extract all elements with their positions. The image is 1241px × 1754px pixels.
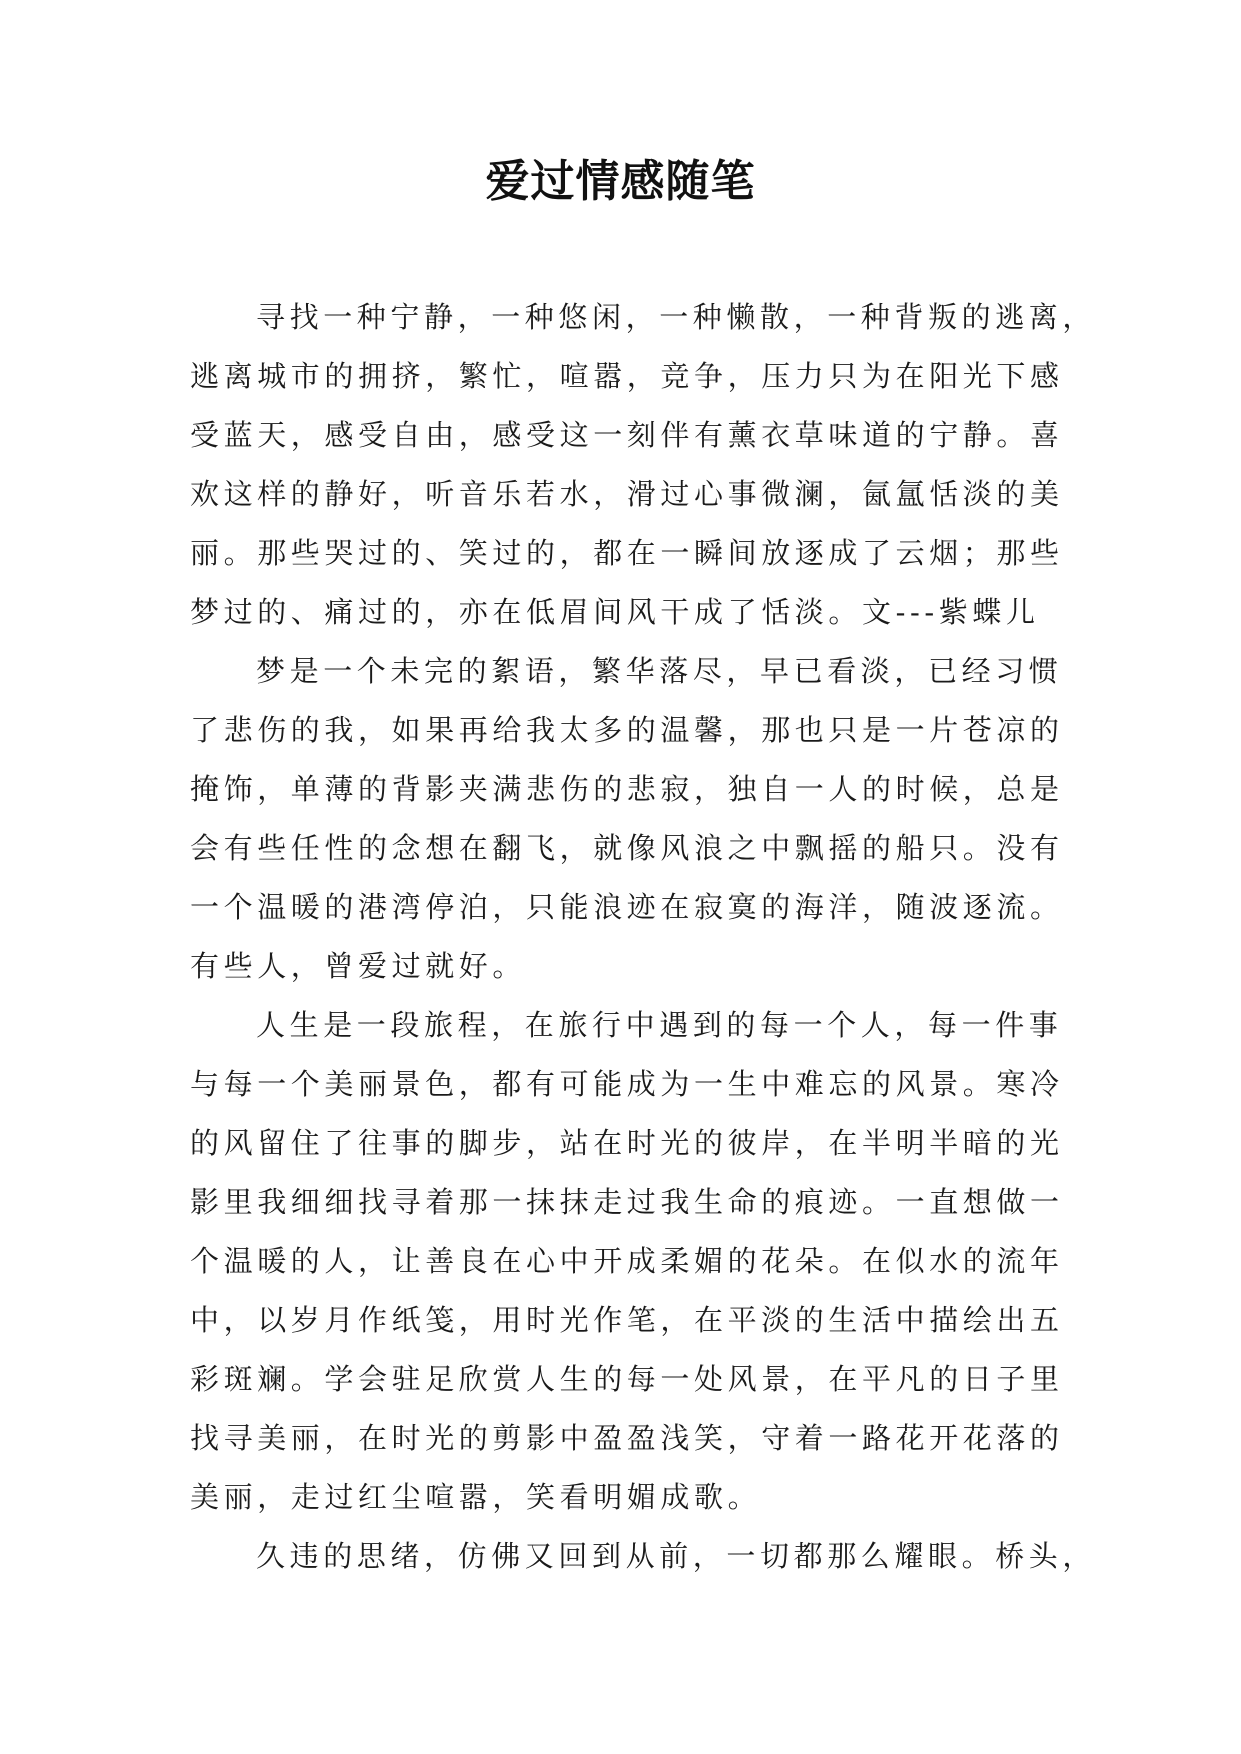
text-line: 一个温暖的港湾停泊，只能浪迹在寂寞的海洋，随波逐流。 [190,890,1064,924]
text-line: 美丽，走过红尘喧嚣，笑看明媚成歌。 [190,1480,762,1514]
text-line: 梦过的、痛过的，亦在低眉间风干成了恬淡。文---紫蝶儿 [190,595,1040,629]
text-line: 逃离城市的拥挤，繁忙，喧嚣，竞争，压力只为在阳光下感 [190,359,1064,393]
text-line: 丽。那些哭过的、笑过的，都在一瞬间放逐成了云烟；那些 [190,536,1064,570]
text-line: 中，以岁月作纸笺，用时光作笔，在平淡的生活中描绘出五 [190,1303,1064,1337]
document-body [190,288,1097,1586]
text-line: 与每一个美丽景色，都有可能成为一生中难忘的风景。寒冷 [190,1067,1064,1101]
text-line: 彩斑斓。学会驻足欣赏人生的每一处风景，在平凡的日子里 [190,1362,1064,1396]
document-title: 爱过情感随笔 [485,156,756,207]
text-line: 寻找一种宁静，一种悠闲，一种懒散，一种背叛的逃离， [256,300,1097,334]
text-line: 了悲伤的我，如果再给我太多的温馨，那也只是一片苍凉的 [190,713,1064,747]
text-line: 影里我细细找寻着那一抹抹走过我生命的痕迹。一直想做一 [190,1185,1064,1219]
text-line: 找寻美丽，在时光的剪影中盈盈浅笑，守着一路花开花落的 [190,1421,1064,1455]
text-line: 梦是一个未完的絮语，繁华落尽，早已看淡，已经习惯 [256,654,1063,688]
text-line: 人生是一段旅程，在旅行中遇到的每一个人，每一件事 [256,1008,1063,1042]
text-line: 久违的思绪，仿佛又回到从前，一切都那么耀眼。桥头， [256,1539,1097,1573]
text-line: 掩饰，单薄的背影夹满悲伤的悲寂，独自一人的时候，总是 [190,772,1064,806]
text-line: 的风留住了往事的脚步，站在时光的彼岸，在半明半暗的光 [190,1126,1064,1160]
text-line: 有些人，曾爱过就好。 [190,949,527,983]
text-line: 个温暖的人，让善良在心中开成柔媚的花朵。在似水的流年 [190,1244,1064,1278]
text-line: 欢这样的静好，听音乐若水，滑过心事微澜，氤氲恬淡的美 [190,477,1064,511]
text-line: 会有些任性的念想在翻飞，就像风浪之中飘摇的船只。没有 [190,831,1064,865]
text-line: 受蓝天，感受自由，感受这一刻伴有薰衣草味道的宁静。喜 [190,418,1064,452]
